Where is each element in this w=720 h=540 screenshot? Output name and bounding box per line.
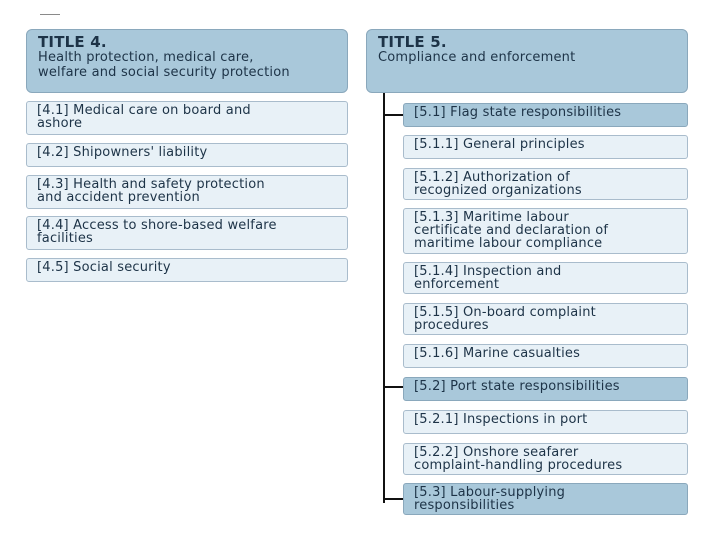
item-5-1-2: [5.1.2] Authorization of recognized organizations	[403, 168, 688, 200]
connector-5-3	[384, 498, 404, 500]
item-5-2: [5.2] Port state responsibilities	[403, 377, 688, 401]
item-5-1-1: [5.1.1] General principles	[403, 135, 688, 159]
item-5-1-4: [5.1.4] Inspection and enforcement	[403, 262, 688, 294]
item-5-1: [5.1] Flag state responsibilities	[403, 103, 688, 127]
connector-5-2	[384, 386, 404, 388]
item-4-2: [4.2] Shipowners' liability	[26, 143, 348, 167]
header-mark	[40, 14, 60, 18]
connector-spine	[383, 93, 385, 503]
item-4-3: [4.3] Health and safety protection and accident prevention	[26, 175, 348, 209]
item-5-2-2: [5.2.2] Onshore seafarer complaint-handling procedures	[403, 443, 688, 475]
item-5-1-6: [5.1.6] Marine casualties	[403, 344, 688, 368]
title-5-box	[366, 29, 688, 93]
item-5-1-5: [5.1.5] On-board complaint procedures	[403, 303, 688, 335]
title-5-subtitle: Compliance and enforcement	[378, 50, 576, 65]
item-5-1-3: [5.1.3] Maritime labour certificate and declaration of maritime labour compliance	[403, 208, 688, 254]
item-5-3: [5.3] Labour-supplying responsibilities	[403, 483, 688, 515]
item-4-4: [4.4] Access to shore-based welfare facilities	[26, 216, 348, 250]
title-4-subtitle: Health protection, medical care, welfare and social security protection	[38, 50, 290, 80]
title-4-heading: TITLE 4.	[38, 33, 107, 51]
item-4-1: [4.1] Medical care on board and ashore	[26, 101, 348, 135]
title-4-box	[26, 29, 348, 93]
connector-5-1	[384, 114, 404, 116]
item-5-2-1: [5.2.1] Inspections in port	[403, 410, 688, 434]
item-4-5: [4.5] Social security	[26, 258, 348, 282]
title-5-heading: TITLE 5.	[378, 33, 447, 51]
